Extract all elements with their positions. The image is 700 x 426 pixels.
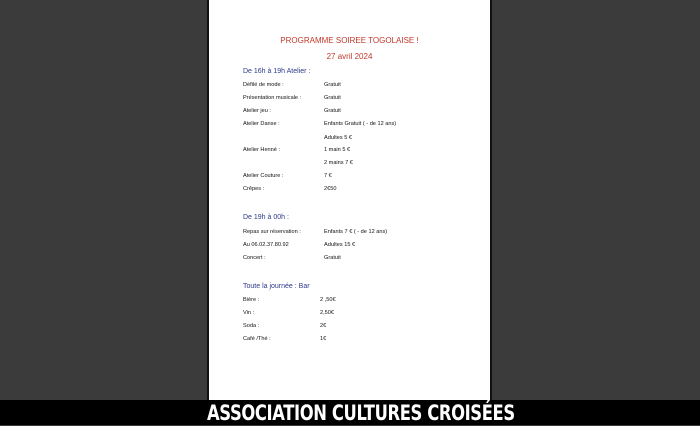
- row-label: Vin :: [243, 310, 255, 316]
- section-heading-evening: De 19h à 00h :: [243, 214, 289, 221]
- document-title: PROGRAMME SOIREE TOGOLAISE !: [280, 36, 419, 45]
- row-value: 1 main 5 €: [324, 147, 351, 153]
- row-value: Gratuit: [324, 255, 341, 261]
- row-value: Gratuit: [324, 95, 341, 101]
- row-value: 2,50€: [320, 310, 334, 316]
- caption-banner: [0, 400, 700, 425]
- row-label: Café /Thé :: [243, 336, 271, 342]
- row-label: Bière :: [243, 297, 260, 303]
- row-label: Atelier Danse :: [243, 121, 280, 127]
- document-date: 27 avril 2024: [326, 52, 373, 61]
- row-label: Atelier Couture :: [243, 173, 284, 179]
- row-label: Au 06.02.37.80.92: [243, 242, 289, 248]
- row-label: Présentation musicale :: [243, 95, 302, 101]
- row-label: Atelier Henné :: [243, 147, 281, 153]
- row-value: 2€: [320, 323, 327, 329]
- row-value: 2 mains 7 €: [324, 160, 353, 166]
- row-label: Défilé de mode :: [243, 82, 284, 88]
- document-page: [207, 0, 492, 400]
- row-value: Adultes 15 €: [324, 242, 356, 248]
- row-value: Gratuit: [324, 108, 341, 114]
- row-value: 2 ,50€: [320, 297, 336, 303]
- row-value: Enfants Gratuit ( - de 12 ans): [324, 121, 397, 127]
- row-value: 2€50: [324, 186, 337, 192]
- row-label: Crêpes :: [243, 186, 265, 192]
- section-heading-atelier: De 16h à 19h Atelier :: [243, 68, 311, 75]
- row-value: Gratuit: [324, 82, 341, 88]
- row-value: 7 €: [324, 173, 332, 179]
- row-label: Soda :: [243, 323, 260, 329]
- row-value: Enfants 7 € ( - de 12 ans): [324, 229, 388, 235]
- row-value: Adultes 5 €: [324, 135, 352, 141]
- banner-text: ASSOCIATION CULTURES CROISÉES: [207, 401, 515, 425]
- row-label: Concert :: [243, 255, 266, 261]
- row-label: Atelier jeu :: [243, 108, 271, 114]
- row-label: Repas sur réservation :: [243, 229, 301, 235]
- section-heading-bar: Toute la journée : Bar: [243, 283, 310, 290]
- row-value: 1€: [320, 336, 327, 342]
